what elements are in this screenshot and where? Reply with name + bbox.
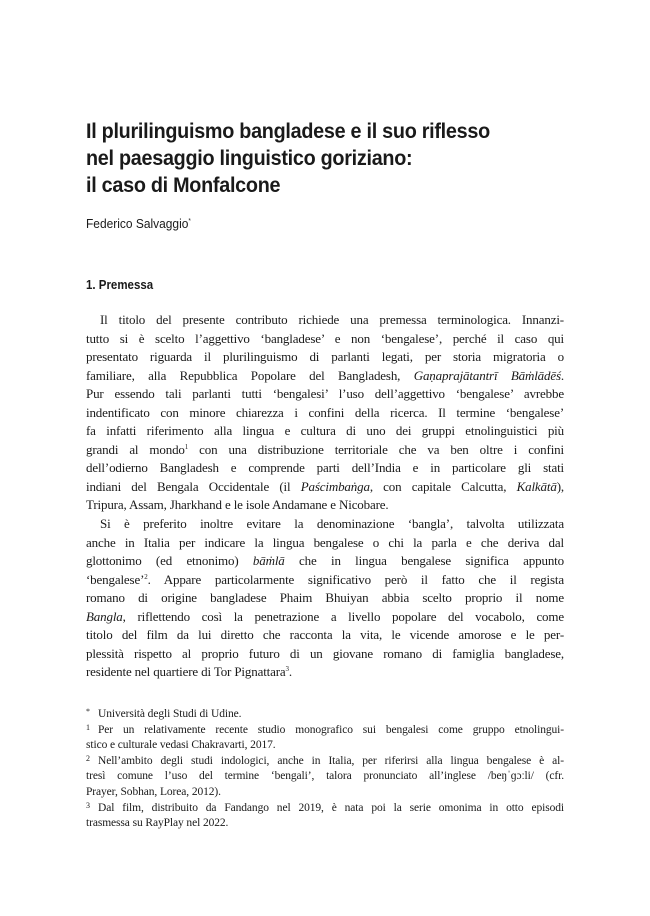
body-line: anche in Italia per indicare la lingua bengalese o chi la parla e che deriva dal xyxy=(86,534,564,550)
body-line: familiare, alla Repubblica Popolare del Bangladesh, Gaṇaprajātantrī Bāṁlādēś. xyxy=(86,367,564,383)
footnote-line: * Università degli Studi di Udine. xyxy=(86,707,242,720)
body-line: Il titolo del presente contributo richiede una premessa terminologica. Innanzi- xyxy=(100,312,564,327)
section-heading: 1. Premessa xyxy=(86,278,154,292)
footnote-line: stico e culturale vedasi Chakravarti, 2017. xyxy=(86,739,276,752)
body-line: fa infatti riferimento alla lingua e cultura di uno dei gruppi etnolinguistici più xyxy=(86,423,564,439)
body-line: dell’odierno Bangladesh e comprende parti dell’India e in particolare gli stati xyxy=(86,460,564,476)
place-name-italic: Paścimbaṅga xyxy=(300,478,370,494)
body-line: indiani del Bengala Occidentale (il Paścimbaṅga, con capitale Calcutta, Kalkātā), xyxy=(86,478,564,494)
body-line: presentato riguarda il plurilinguismo di parlanti legati, per storia migratoria o xyxy=(86,349,564,365)
place-name-italic: Kalkātā xyxy=(516,478,557,494)
article-title xyxy=(86,118,546,199)
body-line: Pur essendo tali parlanti tutti ‘bengalesi’ l’uso dell’aggettivo ‘bengalese’ avrebbe xyxy=(86,386,564,402)
body-line: Bangla, riflettendo così la penetrazione a livello popolare del vocabolo, come xyxy=(86,608,564,624)
body-line: tutto si è scelto l’aggettivo ‘bangladese’ e non ‘bengalese’, perché il caso qui xyxy=(86,330,564,346)
film-title-italic: Bangla xyxy=(86,608,123,624)
footnote-line: 1 Per un relativamente recente studio monografico sui bengalesi come gruppo etnolingui- xyxy=(86,722,564,736)
body-line: grandi al mondo$^1$ con una distribuzione territoriale che va ben oltre i confini xyxy=(86,441,564,457)
footnote-line: 2 Nell’ambito degli studi indologici, anche in Italia, per riferirsi alla lingua bengalese è al- xyxy=(86,753,564,767)
author-name: Federico Salvaggio xyxy=(86,216,189,231)
body-line: ‘bengalese’$^2$. Appare particolarmente significativo però il fatto che il regista xyxy=(86,571,564,587)
body-line: Tripura, Assam, Jharkhand e le isole Andamane e Nicobare. xyxy=(86,497,389,513)
bengali-name-italic: Gaṇaprajātantrī Bāṁlādēś xyxy=(413,367,561,383)
term-italic: bāṁlā xyxy=(252,553,285,569)
footnote-ref: 3 xyxy=(285,665,289,674)
title-line: nel paesaggio linguistico goriziano: xyxy=(86,146,413,170)
title-line: il caso di Monfalcone xyxy=(86,173,281,197)
footnote-line: tresì comune l’uso del termine ‘bengali’, talora pronunciato all’inglese /beŋˈɡɔːli/ (cfr. xyxy=(86,770,564,783)
body-line: plessità rispetto al proprio futuro di un giovane romano di famiglia bangladese, xyxy=(86,645,564,661)
body-line: romano di origine bangladese Phaim Bhuiyan abbia scelto proprio il nome xyxy=(86,590,564,606)
title-line: Il plurilinguismo bangladese e il suo riflesso xyxy=(86,119,490,143)
footnote-ref: 1 xyxy=(184,442,189,451)
body-text xyxy=(86,311,564,682)
footnotes xyxy=(86,707,564,832)
footnote-ref: 2 xyxy=(144,572,148,581)
footnote-line: Prayer, Sobhan, Lorea, 2012). xyxy=(86,785,221,798)
footnote-line: 3 Dal film, distribuito da Fandango nel 2019, è nata poi la serie omonima in otto episodi xyxy=(86,800,564,814)
body-line: titolo del film da lui diretto che racconta la vita, le vicende amorose e le per- xyxy=(86,627,564,643)
body-line: glottonimo (ed etnonimo) bāṁlā che in lingua bengalese significa appunto xyxy=(86,553,564,569)
footnote-line: trasmessa su RayPlay nel 2022. xyxy=(86,817,229,830)
author-footnote-mark: * xyxy=(188,218,191,225)
body-line: residente nel quartiere di Tor Pignattara$^3$. xyxy=(86,664,293,680)
body-line: indentificato con minore chiarezza i confini della ricerca. Il termine ‘bengalese’ xyxy=(86,404,564,420)
author-line xyxy=(86,216,191,231)
body-line: Si è preferito inoltre evitare la denominazione ‘bangla’, talvolta utilizzata xyxy=(100,516,564,532)
